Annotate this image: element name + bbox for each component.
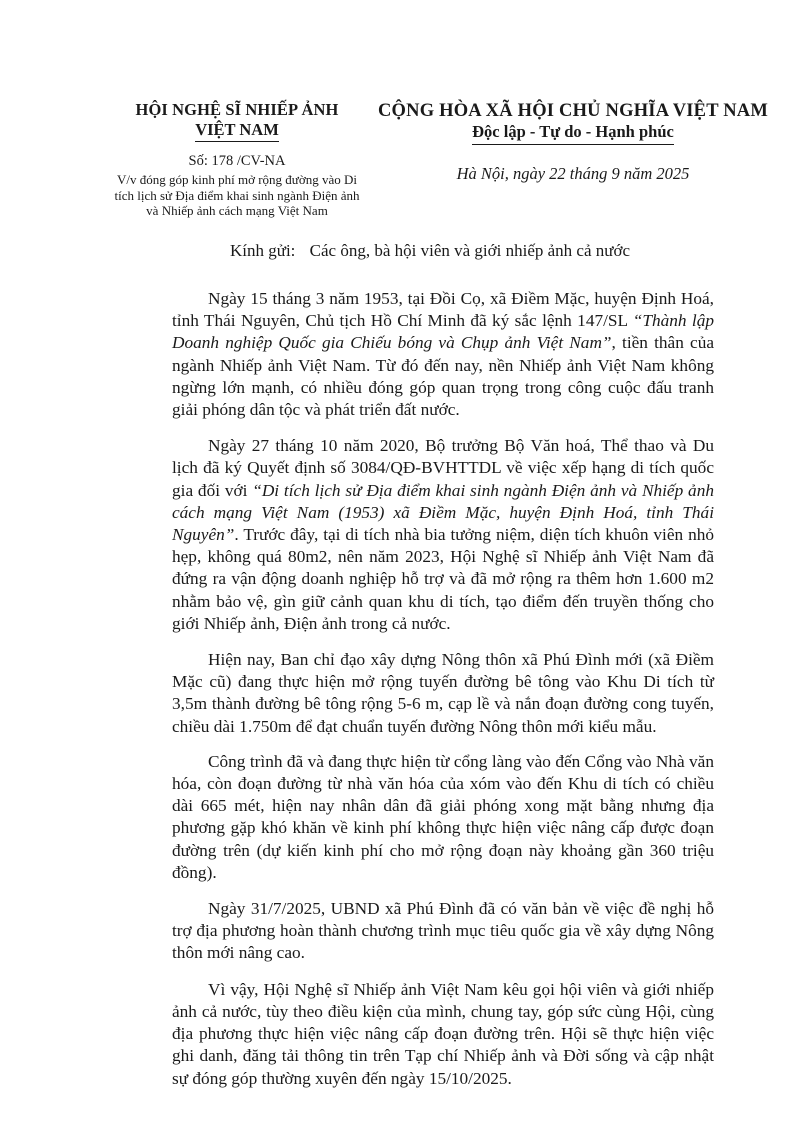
body-paragraph-3: Hiện nay, Ban chỉ đạo xây dựng Nông thôn xã Phú Đình mới (xã Điềm Mặc cũ) đang thực hiện mở rộng tuyến đường bê tông vào Khu Di tích từ 3,5m thành đường bê tông rộng 5-6 m, cạp lề và nắn đoạn đường cong tuyến, chiều dài 1.750m để đạt chuẩn tuyến đường Nông thôn mới kiểu mẫu.	[172, 650, 714, 736]
body-paragraph-4: Công trình đã và đang thực hiện từ cổng làng vào đến Cổng vào Nhà văn hóa, còn đoạn đường từ nhà văn hóa của xóm vào đến Khu di tích có chiều dài 665 mét, hiện nay nhân dân đã giải phóng xong mặt bằng nhưng địa phương gặp khó khăn về kinh phí không thực hiện việc nâng cấp được đoạn đường trên (dự kiến kinh phí cho mở rộng đoạn này khoảng gần 360 triệu đồng).	[172, 751, 714, 882]
salutation	[230, 240, 630, 262]
letter-body	[172, 288, 714, 1104]
decree-title-quote: “Thành lập Doanh nghiệp Quốc gia Chiếu bóng và Chụp ảnh Việt Nam”	[172, 311, 715, 353]
salutation-recipients: Các ông, bà hội viên và giới nhiếp ảnh cả nước	[309, 241, 631, 260]
paragraph-text: Ngày 15 tháng 3 năm 1953, tại Đồi Cọ, xã Điềm Mặc, huyện Định Hoá, tỉnh Thái Nguyên, Chủ tịch Hồ Chí Minh đã ký sắc lệnh 147/SL	[172, 289, 714, 331]
subject-line: V/v đóng góp kinh phí mở rộng đường vào Di	[117, 172, 357, 187]
paragraph-text: . Trước đây, tại di tích nhà bia tưởng niệm, diện tích khuôn viên nhỏ hẹp, không quá 80m2, nên năm 2023, Hội Nghệ sĩ Nhiếp ảnh Việt Nam đã đứng ra vận động doanh nghiệp hỗ trợ và đã mở rộng ra thêm hơn 1.600 m2 nhằm bảo vệ, gìn giữ cảnh quan khu di tích, tạo điểm đến truyền thống cho giới Nhiếp ảnh, Điện ảnh trong cả nước.	[172, 525, 714, 633]
document-number: Số: 178 /CV-NA	[188, 153, 286, 169]
body-paragraph-1	[172, 288, 714, 421]
paragraph-text: , tiền thân của ngành Nhiếp ảnh Việt Nam. Từ đó đến nay, nền Nhiếp ảnh Việt Nam không ngừng lớn mạnh, có nhiều đóng góp quan trọng trong công cuộc đấu tranh giải phóng dân tộc và phát triển đất nước.	[172, 333, 714, 420]
body-paragraph-5: Ngày 31/7/2025, UBND xã Phú Đình đã có văn bản về việc đề nghị hỗ trợ địa phương hoàn thành chương trình mục tiêu quốc gia về xây dựng Nông thôn mới nâng cao.	[172, 899, 714, 963]
organization-name-line2: VIỆT NAM	[195, 120, 279, 139]
body-paragraph-6: Vì vậy, Hội Nghệ sĩ Nhiếp ảnh Việt Nam kêu gọi hội viên và giới nhiếp ảnh cả nước, tùy theo điều kiện của mình, chung tay, góp sức cùng Hội, cùng địa phương thực hiện việc nâng cấp đoạn đường trên. Hội sẽ thực hiện việc ghi danh, đăng tải thông tin trên Tạp chí Nhiếp ảnh và Đời sống và cập nhật sự đóng góp thường xuyên đến ngày 15/10/2025.	[172, 979, 714, 1088]
national-header	[378, 100, 768, 184]
subject-line: tích lịch sử Địa điểm khai sinh ngành Điện ảnh	[114, 187, 360, 203]
body-paragraph-2	[172, 435, 714, 635]
paragraph-text: Ngày 27 tháng 10 năm 2020, Bộ trưởng Bộ Văn hoá, Thể thao và Du lịch đã ký Quyết định số 3084/QĐ-BVHTTDL về việc xếp hạng di tích quốc gia đối với	[172, 436, 714, 500]
relic-title-quote: “Di tích lịch sử Địa điểm khai sinh ngành Điện ảnh và Nhiếp ảnh cách mạng Việt Nam (1953) xã Điềm Mặc, huyện Định Hoá, tỉnh Thái Nguyên”	[172, 480, 714, 545]
national-motto: Độc lập - Tự do - Hạnh phúc	[472, 122, 674, 141]
nation-name: CỘNG HÒA XÃ HỘI CHỦ NGHĨA VIỆT NAM	[378, 101, 769, 121]
document-date: Hà Nội, ngày 22 tháng 9 năm 2025	[456, 164, 690, 183]
issuer-header	[102, 100, 372, 219]
salutation-label: Kính gửi:	[230, 241, 296, 260]
document-subject	[102, 172, 372, 219]
subject-line: và Nhiếp ảnh cách mạng Việt Nam	[146, 203, 328, 218]
organization-name: HỘI NGHỆ SĨ NHIẾP ẢNH	[135, 100, 339, 119]
